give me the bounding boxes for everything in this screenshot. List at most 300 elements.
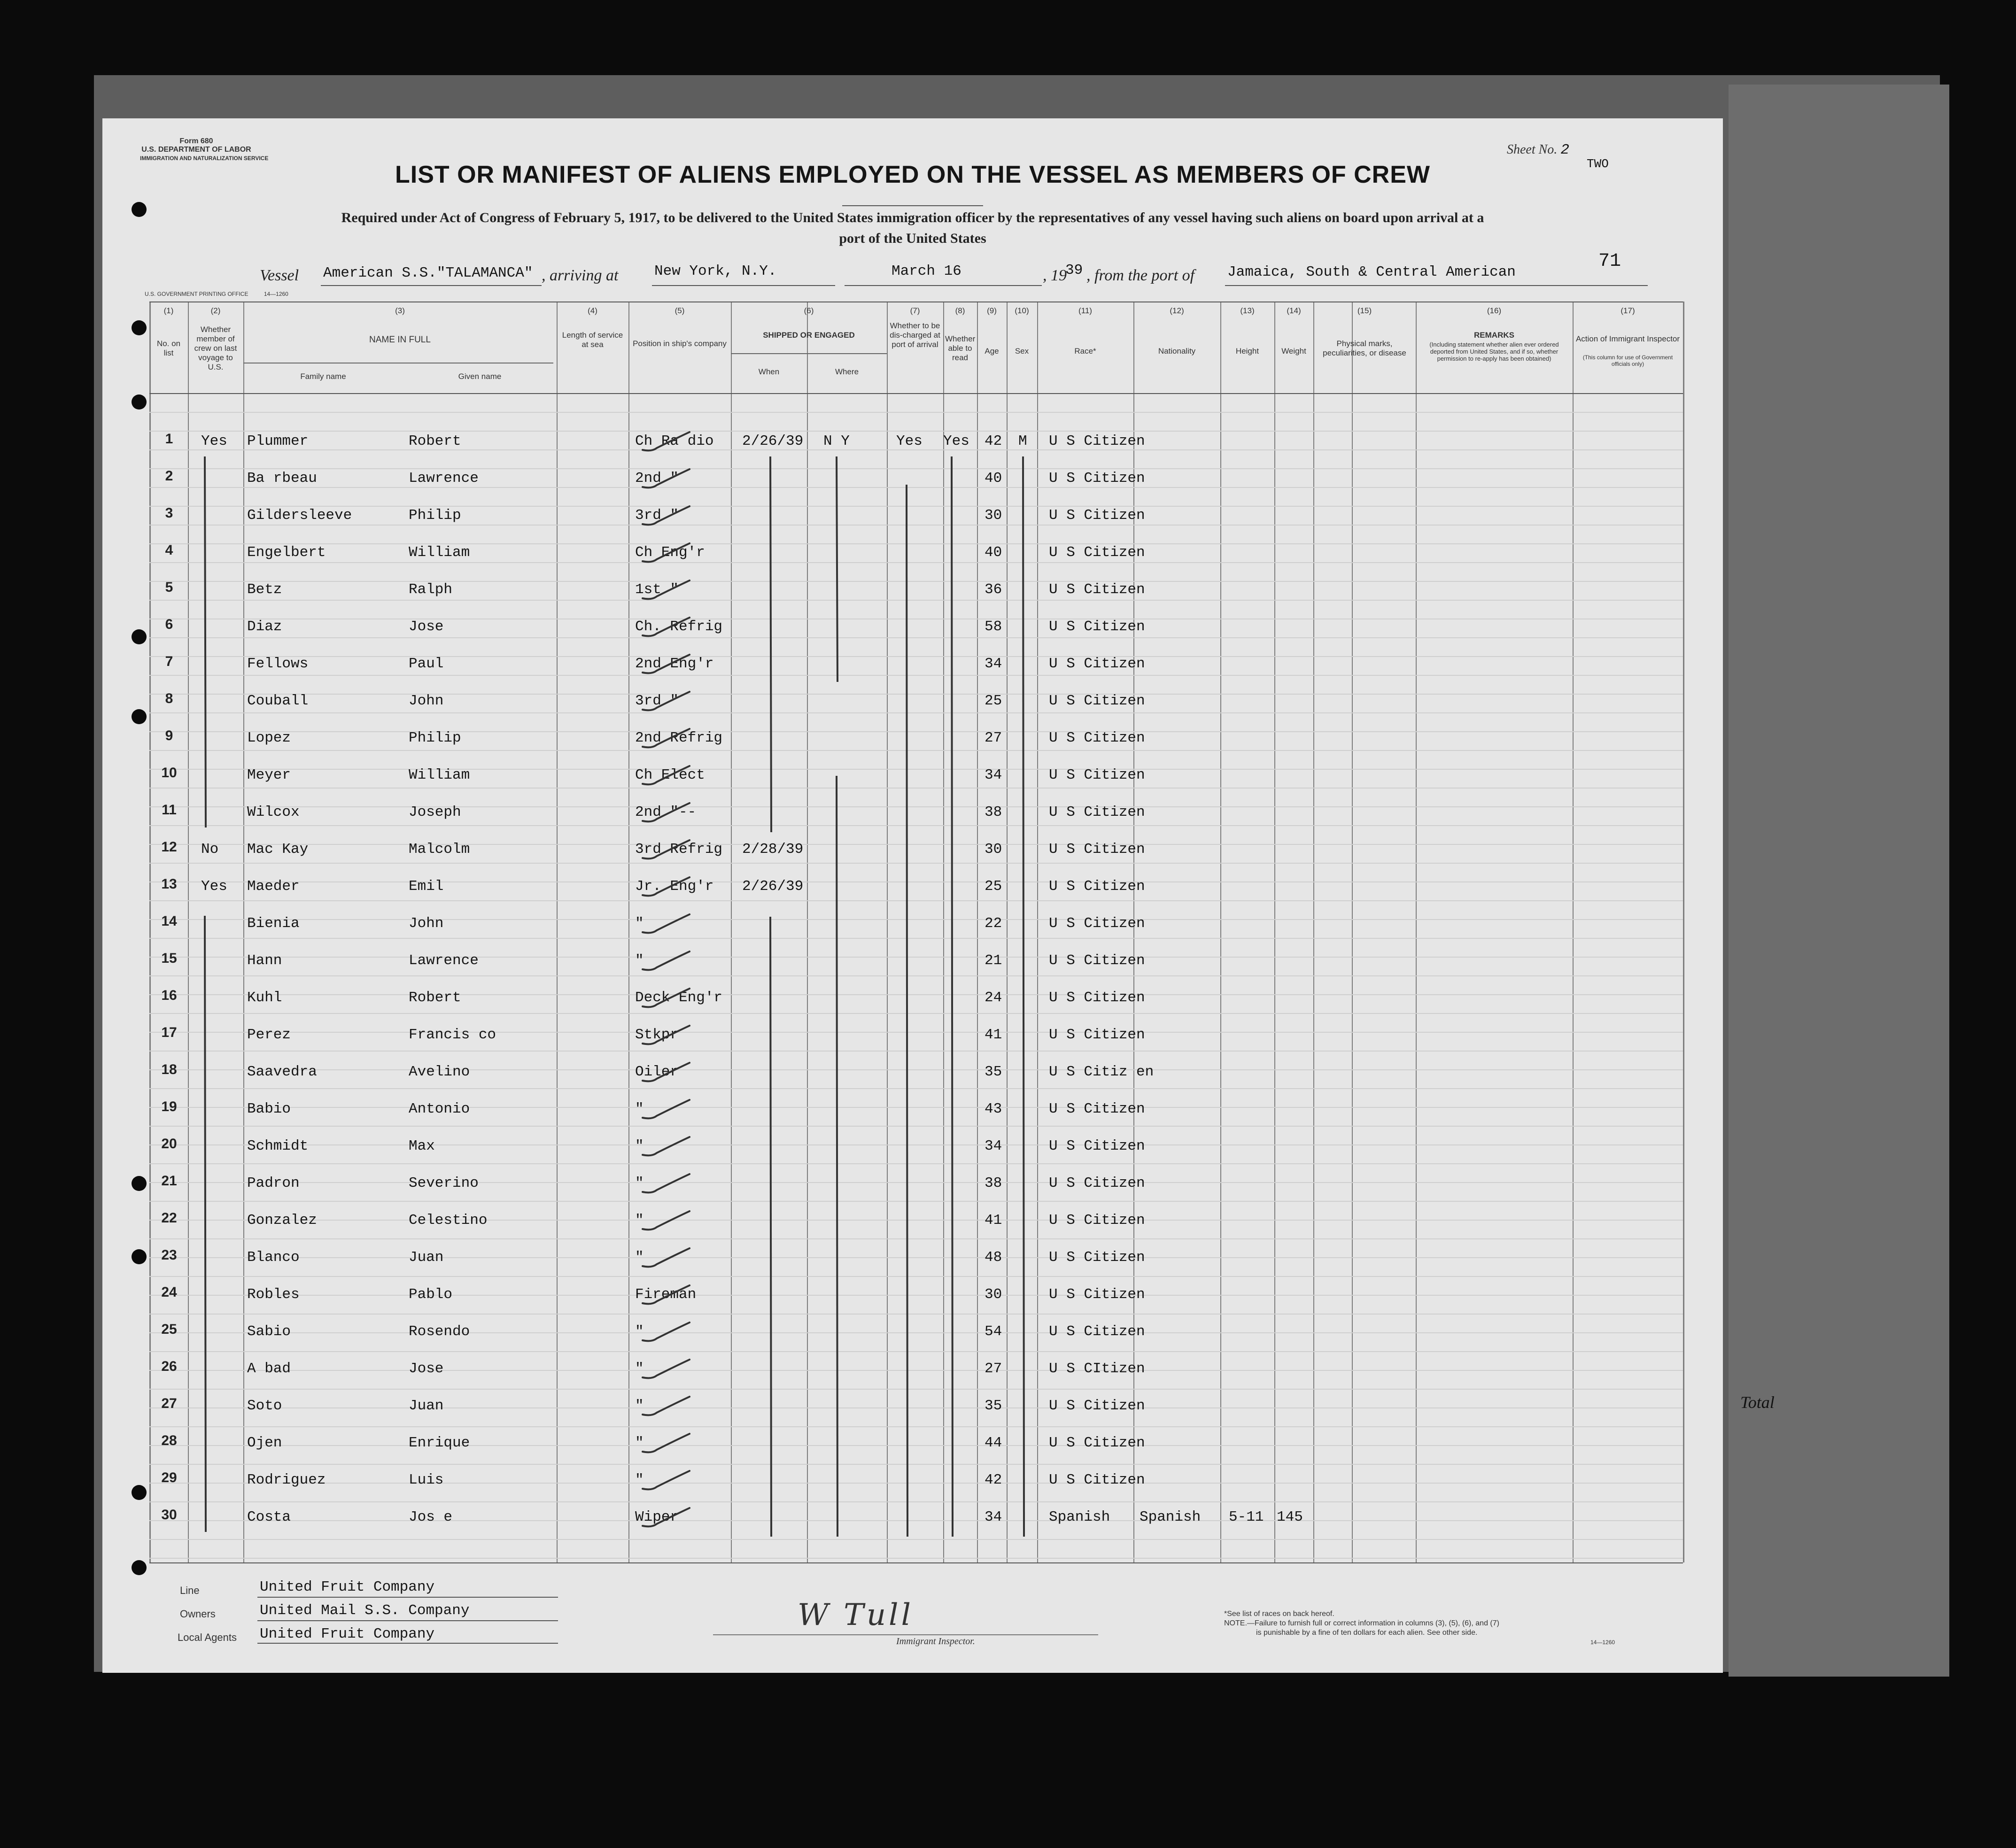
from-label: , from the port of [1086, 267, 1195, 284]
age: 30 [985, 507, 1002, 524]
age: 34 [985, 1138, 1002, 1154]
age: 38 [985, 804, 1002, 820]
row-number: 20 [161, 1136, 177, 1152]
age: 42 [985, 433, 1002, 449]
column-number: (3) [395, 306, 405, 315]
race: U S Citizen [1049, 1286, 1145, 1303]
given-name: Severino [409, 1175, 479, 1191]
row-number: 24 [161, 1284, 177, 1300]
check-mark [643, 1471, 690, 1489]
row-number: 10 [161, 765, 177, 781]
family-name: Plummer [247, 433, 309, 449]
row-number: 8 [165, 691, 173, 706]
row-number: 9 [165, 728, 173, 743]
service: IMMIGRATION AND NATURALIZATION SERVICE [140, 155, 269, 162]
check-mark [643, 1322, 690, 1341]
family-name: Maeder [247, 878, 300, 895]
shipped-when: 2/28/39 [742, 841, 804, 858]
position: " [635, 1101, 644, 1117]
race: U S Citizen [1049, 915, 1145, 932]
family-name: Padron [247, 1175, 300, 1191]
owners-label: Owners [180, 1608, 216, 1620]
given-name: Antonio [409, 1101, 470, 1117]
race: U S Citiz en [1049, 1064, 1154, 1080]
given-name: Jos e [409, 1509, 453, 1525]
sex: M [1018, 433, 1027, 449]
race: U S Citizen [1049, 1101, 1145, 1117]
row-number: 19 [161, 1099, 177, 1114]
margin-total-note: Total [1740, 1393, 1775, 1412]
age: 27 [985, 730, 1002, 746]
given-name: Emil [409, 878, 444, 895]
check-mark [643, 1508, 690, 1526]
family-name: Engelbert [247, 544, 326, 561]
height: 5-11 [1229, 1509, 1264, 1525]
inspector-label: Immigrant Inspector. [896, 1636, 975, 1647]
printing-office: U.S. GOVERNMENT PRINTING OFFICE [145, 291, 248, 297]
position: 1st " [635, 581, 679, 598]
header-family-name: Family name [300, 372, 346, 381]
given-name: Lawrence [409, 952, 479, 969]
column-number: (12) [1170, 306, 1184, 315]
line-label: Line [180, 1585, 200, 1596]
vessel-label: Vessel [260, 267, 299, 284]
note-code: 14—1260 [1590, 1639, 1615, 1646]
sheet-word: TWO [1587, 157, 1609, 171]
header-weight: Weight [1281, 347, 1306, 356]
given-name: Juan [409, 1249, 444, 1266]
position: " [635, 1175, 644, 1191]
position: " [635, 1435, 644, 1451]
check-mark [643, 803, 690, 821]
age: 43 [985, 1101, 1002, 1117]
header-action-note: (This column for use of Government officials only) [1582, 354, 1673, 367]
column-number: (1) [163, 306, 174, 315]
header-given-name: Given name [458, 372, 502, 381]
able-to-read: Yes [943, 433, 969, 449]
given-name: Rosendo [409, 1323, 470, 1340]
position: " [635, 915, 644, 932]
given-name: Celestino [409, 1212, 488, 1229]
check-mark [643, 1100, 690, 1118]
ditto-line [952, 456, 953, 1537]
column-number: (13) [1240, 306, 1255, 315]
race: U S Citizen [1049, 767, 1145, 783]
column-number: (4) [588, 306, 597, 315]
given-name: Luis [409, 1472, 444, 1488]
given-name: Robert [409, 990, 461, 1006]
given-name: Juan [409, 1398, 444, 1414]
nationality: Spanish [1140, 1509, 1201, 1525]
age: 27 [985, 1361, 1002, 1377]
race: U S Citizen [1049, 804, 1145, 820]
given-name: Jose [409, 1361, 444, 1377]
check-mark [643, 766, 690, 784]
check-mark [643, 877, 690, 896]
column-number: (17) [1621, 306, 1635, 315]
row-number: 30 [161, 1507, 177, 1523]
header-sex: Sex [1015, 347, 1029, 356]
header-length-service: Length of service at sea [562, 331, 623, 349]
shipped-when: 2/26/39 [742, 878, 804, 895]
page-number: 71 [1598, 251, 1621, 272]
year-prefix: 19 [1051, 267, 1067, 284]
header-when: When [758, 367, 780, 376]
row-number: 16 [161, 988, 177, 1003]
age: 44 [985, 1435, 1002, 1451]
shipped-when: 2/26/39 [742, 433, 804, 449]
family-name: A bad [247, 1361, 291, 1377]
check-mark [643, 618, 690, 636]
row-number: 27 [161, 1396, 177, 1411]
row-number: 1 [165, 431, 173, 447]
position: 2nd Refrig [635, 730, 723, 746]
race: Spanish [1049, 1509, 1110, 1525]
age: 30 [985, 1286, 1002, 1303]
age: 25 [985, 693, 1002, 709]
age: 36 [985, 581, 1002, 598]
race: U S Citizen [1049, 730, 1145, 746]
header-name-in-full: NAME IN FULL [369, 335, 431, 345]
row-number: 2 [165, 468, 173, 484]
race: U S Citizen [1049, 1027, 1145, 1043]
family-name: Gildersleeve [247, 507, 352, 524]
position: " [635, 1138, 644, 1154]
family-name: Soto [247, 1398, 282, 1414]
family-name: Betz [247, 581, 282, 598]
age: 35 [985, 1064, 1002, 1080]
position: 2nd "-- [635, 804, 697, 820]
weight: 145 [1277, 1509, 1303, 1525]
race: U S Citizen [1049, 990, 1145, 1006]
header-height: Height [1235, 347, 1259, 356]
age: 22 [985, 915, 1002, 932]
ditto-line [205, 916, 206, 1532]
column-number: (14) [1287, 306, 1301, 315]
agents-label: Local Agents [178, 1631, 237, 1643]
column-number: (10) [1015, 306, 1029, 315]
race: U S Citizen [1049, 1323, 1145, 1340]
age: 35 [985, 1398, 1002, 1414]
position: 3rd Refrig [635, 841, 723, 858]
row-number: 11 [162, 802, 177, 818]
row-number: 22 [161, 1210, 177, 1226]
position: " [635, 1361, 644, 1377]
race: U S Citizen [1049, 1138, 1145, 1154]
member-voyage: No [201, 841, 219, 858]
check-mark [643, 543, 690, 562]
check-mark [643, 989, 690, 1007]
race: U S Citizen [1049, 1398, 1145, 1414]
given-name: William [409, 767, 470, 783]
family-name: Diaz [247, 619, 282, 635]
given-name: Jose [409, 619, 444, 635]
family-name: Lopez [247, 730, 291, 746]
check-mark [643, 469, 690, 487]
age: 54 [985, 1323, 1002, 1340]
subtitle-line2: port of the United States [839, 231, 986, 246]
family-name: Robles [247, 1286, 300, 1303]
row-number: 25 [161, 1322, 177, 1337]
print-code: 14—1260 [264, 291, 288, 297]
position: " [635, 1472, 644, 1488]
family-name: Bienia [247, 915, 300, 932]
check-mark [643, 506, 690, 525]
given-name: Avelino [409, 1064, 470, 1080]
member-voyage: Yes [201, 433, 227, 449]
sheet-number: 2 [1560, 142, 1569, 158]
given-name: Paul [409, 656, 444, 672]
page-title: LIST OR MANIFEST OF ALIENS EMPLOYED ON THE VESSEL AS MEMBERS OF CREW [395, 161, 1430, 188]
position: " [635, 1249, 644, 1266]
race: U S Citizen [1049, 1435, 1145, 1451]
position: Wiper [635, 1509, 679, 1525]
family-name: Kuhl [247, 990, 282, 1006]
given-name: Malcolm [409, 841, 470, 858]
family-name: Ojen [247, 1435, 282, 1451]
department: U.S. DEPARTMENT OF LABOR [141, 146, 251, 154]
header-remarks: REMARKS [1474, 331, 1514, 340]
position: 3rd " [635, 507, 679, 524]
family-name: Fellows [247, 656, 309, 672]
race: U S Citizen [1049, 581, 1145, 598]
row-number: 7 [165, 654, 173, 669]
age: 58 [985, 619, 1002, 635]
service-checkmarks [102, 118, 1723, 1673]
discharged: Yes [896, 433, 923, 449]
column-number: (8) [955, 306, 965, 315]
header-whether-member: Whether member of crew on last voyage to U.S. [194, 325, 237, 371]
column-number: (6) [804, 306, 814, 315]
check-mark [643, 951, 690, 970]
row-number: 29 [161, 1470, 177, 1485]
race: U S Citizen [1049, 1249, 1145, 1266]
age: 42 [985, 1472, 1002, 1488]
race: U S Citizen [1049, 619, 1145, 635]
row-number: 6 [165, 617, 173, 632]
family-name: Couball [247, 693, 309, 709]
races-note: *See list of races on back hereof. [1224, 1610, 1334, 1618]
race: U S Citizen [1049, 544, 1145, 561]
vessel-name: American S.S."TALAMANCA" [323, 265, 533, 281]
column-number: (9) [987, 306, 997, 315]
check-mark [643, 692, 690, 710]
position: Ch. Refrig [635, 619, 723, 635]
fine-note-cont: is punishable by a fine of ten dollars for each alien. See other side. [1256, 1629, 1478, 1637]
position: Deck Eng'r [635, 990, 723, 1006]
ditto-line [205, 456, 206, 827]
family-name: Schmidt [247, 1138, 309, 1154]
position: " [635, 952, 644, 969]
given-name: John [409, 915, 444, 932]
header-age: Age [985, 347, 999, 356]
year-suffix: 39 [1065, 262, 1083, 278]
race: U S Citizen [1049, 1472, 1145, 1488]
header-physical: Physical marks, peculiarities, or disease [1323, 339, 1406, 357]
check-mark [643, 1397, 690, 1415]
race: U S Citizen [1049, 507, 1145, 524]
given-name: Max [409, 1138, 435, 1154]
family-name: Sabio [247, 1323, 291, 1340]
row-number: 13 [161, 876, 177, 892]
age: 38 [985, 1175, 1002, 1191]
manifest-sheet: Form 680 U.S. DEPARTMENT OF LABOR IMMIGRATION AND NATURALIZATION SERVICE Sheet No. 2 TWO 71 LIST OR MANIFEST OF ALIENS EMPLOYED ON THE VESSEL AS MEMBERS OF CREW Required under Act of Congress of February 5, 1917, to be delivered to the United States immigration officer by the representatives of any vessel having such aliens on board upon arrival at a port of the United States Vessel American S.S."TALAMANCA" , arriving at New York, N.Y. March 16 , 19 39 , from the port of Jamaica, South & Central American U.S. GOVERNMENT PRINTING OFFICE 14—1260 (1) (2) (3) (4) (5) (6) (7) (8) (9) (10) (11) (12) (13) (14) (15) (16) (17) No. on list Whether member of crew on last voyage to U.S. NAME IN FULL Family name Given name Length of service at sea Position in ship's company SHIPPED OR ENGAGED When Where Whether to be dis-charged at port of arrival Whether able to read Age Sex Race* Nationality Height Weight Physical marks, peculiarities, or disease REMARKS (Including statement whether alien ever ordered deported from United States, and if so, whether permission to re-apply has been obtained) Action of Immigrant Inspector (This column for use of Government officials only) 1 Yes Plummer Robert Ch Ra dio 2/26/39 N Y Yes Yes 42 M U S Citizen 2 Ba rbeau Lawrence 2nd " 40 U S Citizen 3 Gildersleeve Philip 3rd " 30 U S Citizen 4 Engelbert William Ch Eng'r 40 U S Citizen 5 Betz Ralph 1st " 36 U S Citizen 6 Diaz Jose Ch. Refrig 58 U S Citizen 7 Fellows Paul 2nd Eng'r 34 U S Citizen 8 Couball John 3rd " 25 U S Citizen 9 Lopez Philip 2nd Refrig 27 U S Citizen 10 Meyer William Ch Elect 34 U S Citizen 11 Wilcox Joseph 2nd "-- 38 U S Citizen 12 No Mac Kay Malcolm 3rd Refrig 2/28/39 30 U S Citizen 13 Yes Maeder Emil Jr. Eng'r 2/26/39 25 U S Citizen 14 Bienia John " 22 U S Citizen 15 Hann Lawrence " 21 U S Citizen 16 Kuhl Robert Deck Eng'r 24 U S Citizen 17 Perez Francis co Stkpr 41 U S Citizen 18 Saavedra Avelino Oiler 35 U S Citiz en 19 Babio Antonio " 43 U S Citizen 20 Schmidt Max " 34 U S Citizen 21 Padron Severino " 38 U S Citizen 22 Gonzalez Celestino " 41 U S Citizen 23 Blanco Juan " 48 U S Citizen 24 Robles Pablo Fireman 30 U S Citizen 25 Sabio Rosendo " 54 U S Citizen 26 A bad Jose " 27 U S CItizen 27 Soto Juan " 35 U S Citizen 28 Ojen Enrique " 44 U S Citizen 29 Rodriguez Luis " 42 U S Citizen 30 Costa Jos e Wiper 34 Spanish Spanish 5-11 145 Line United Fruit Company Owners United Mail S.S. Company Local Agents United Fruit Company W Tull Immigrant Inspector. *See list of races on back hereof. NOTE.—Failure to furnish full or correct information in columns (3), (5), (6), and (7) is punishable by a fine of ten dollars for each alien. See other side. 14—1260 [102, 118, 1723, 1673]
position: " [635, 1212, 644, 1229]
race: U S Citizen [1049, 878, 1145, 895]
column-number: (5) [675, 306, 685, 315]
header-position: Position in ship's company [633, 339, 727, 348]
age: 41 [985, 1212, 1002, 1229]
arriving-port: New York, N.Y. [654, 263, 777, 279]
check-mark [643, 1211, 690, 1229]
check-mark [643, 914, 690, 933]
row-number: 26 [161, 1359, 177, 1374]
given-name: Lawrence [409, 470, 479, 487]
race: U S Citizen [1049, 470, 1145, 487]
column-number: (7) [910, 306, 920, 315]
check-mark [643, 1137, 690, 1155]
line-value: United Fruit Company [260, 1579, 435, 1595]
row-number: 15 [161, 951, 177, 966]
row-number: 4 [165, 542, 173, 558]
column-number: (2) [210, 306, 221, 315]
given-name: Ralph [409, 581, 453, 598]
header-nationality: Nationality [1158, 347, 1196, 356]
race: U S Citizen [1049, 1175, 1145, 1191]
header-action: Action of Immigrant Inspector [1575, 334, 1680, 343]
age: 40 [985, 470, 1002, 487]
given-name: Enrique [409, 1435, 470, 1451]
given-name: William [409, 544, 470, 561]
check-mark [643, 580, 690, 599]
family-name: Gonzalez [247, 1212, 317, 1229]
check-mark [643, 1063, 690, 1081]
race: U S Citizen [1049, 656, 1145, 672]
age: 48 [985, 1249, 1002, 1266]
given-name: Philip [409, 507, 461, 524]
race: U S CItizen [1049, 1361, 1145, 1377]
family-name: Mac Kay [247, 841, 309, 858]
position: 2nd Eng'r [635, 656, 714, 672]
header-where: Where [835, 367, 859, 376]
family-name: Blanco [247, 1249, 300, 1266]
age: 41 [985, 1027, 1002, 1043]
family-name: Costa [247, 1509, 291, 1525]
race: U S Citizen [1049, 1212, 1145, 1229]
from-port: Jamaica, South & Central American [1227, 264, 1516, 280]
position: 3rd " [635, 693, 679, 709]
position: Oiler [635, 1064, 679, 1080]
back-sheet-edge [1729, 85, 1949, 1677]
check-mark [643, 655, 690, 673]
check-mark [643, 840, 690, 858]
family-name: Perez [247, 1027, 291, 1043]
position: 2nd " [635, 470, 679, 487]
check-mark [643, 432, 690, 450]
inspector-signature: W Tull [798, 1598, 914, 1632]
check-mark [643, 1248, 690, 1267]
position: Ch Eng'r [635, 544, 705, 561]
sheet-label: Sheet No. [1507, 142, 1558, 157]
given-name: Philip [409, 730, 461, 746]
column-number: (16) [1487, 306, 1502, 315]
agents-value: United Fruit Company [260, 1626, 435, 1642]
header-no-on-list: No. on list [156, 339, 181, 357]
check-mark [643, 1434, 690, 1452]
row-number: 12 [161, 839, 177, 855]
fine-note: NOTE.—Failure to furnish full or correct information in columns (3), (5), (6), and (7) [1224, 1619, 1499, 1627]
age: 21 [985, 952, 1002, 969]
row-number: 5 [165, 580, 173, 595]
family-name: Hann [247, 952, 282, 969]
position: " [635, 1398, 644, 1414]
position: Ch Ra dio [635, 433, 714, 449]
header-shipped: SHIPPED OR ENGAGED [763, 331, 855, 340]
member-voyage: Yes [201, 878, 227, 895]
check-mark [643, 729, 690, 747]
check-mark [643, 1285, 690, 1304]
given-name: Francis co [409, 1027, 496, 1043]
position: Stkpr [635, 1027, 679, 1043]
family-name: Meyer [247, 767, 291, 783]
header-remarks-note: (Including statement whether alien ever ordered deported from United States, and if so, whether permission to re-apply has been obtained) [1429, 341, 1559, 362]
row-number: 17 [161, 1025, 177, 1040]
race: U S Citizen [1049, 693, 1145, 709]
age: 40 [985, 544, 1002, 561]
ditto-line [1023, 456, 1024, 1537]
ditto-line [770, 917, 771, 1537]
row-number: 28 [161, 1433, 177, 1448]
given-name: John [409, 693, 444, 709]
age: 34 [985, 656, 1002, 672]
race: U S Citizen [1049, 952, 1145, 969]
check-mark [643, 1174, 690, 1192]
age: 34 [985, 767, 1002, 783]
age: 34 [985, 1509, 1002, 1525]
form-number: Form 680 [179, 137, 213, 145]
age: 25 [985, 878, 1002, 895]
given-name: Joseph [409, 804, 461, 820]
subtitle-line1: Required under Act of Congress of February 5, 1917, to be delivered to the United States immigration officer by the representatives of any vessel having such aliens on board upon arrival at a [341, 210, 1484, 225]
family-name: Babio [247, 1101, 291, 1117]
arriving-label: , arriving at [542, 267, 619, 284]
owners-value: United Mail S.S. Company [260, 1602, 470, 1619]
family-name: Ba rbeau [247, 470, 317, 487]
check-mark [643, 1026, 690, 1044]
family-name: Rodriguez [247, 1472, 326, 1488]
header-able-read: Whether able to read [945, 334, 976, 362]
header-discharged: Whether to be dis-charged at port of arrival [890, 321, 940, 349]
arrival-date: March 16 [892, 263, 961, 279]
ditto-line [770, 456, 771, 832]
column-number: (15) [1357, 306, 1372, 315]
family-name: Wilcox [247, 804, 300, 820]
row-number: 18 [161, 1062, 177, 1077]
age: 24 [985, 990, 1002, 1006]
shipped-where: N Y [823, 433, 850, 449]
position: " [635, 1323, 644, 1340]
row-number: 3 [165, 505, 173, 521]
check-mark [643, 1360, 690, 1378]
position: Jr. Eng'r [635, 878, 714, 895]
age: 30 [985, 841, 1002, 858]
position: Fireman [635, 1286, 697, 1303]
row-number: 21 [161, 1173, 177, 1189]
race: U S Citizen [1049, 841, 1145, 858]
header-race: Race* [1074, 347, 1096, 356]
row-number: 23 [161, 1247, 177, 1263]
position: Ch Elect [635, 767, 705, 783]
